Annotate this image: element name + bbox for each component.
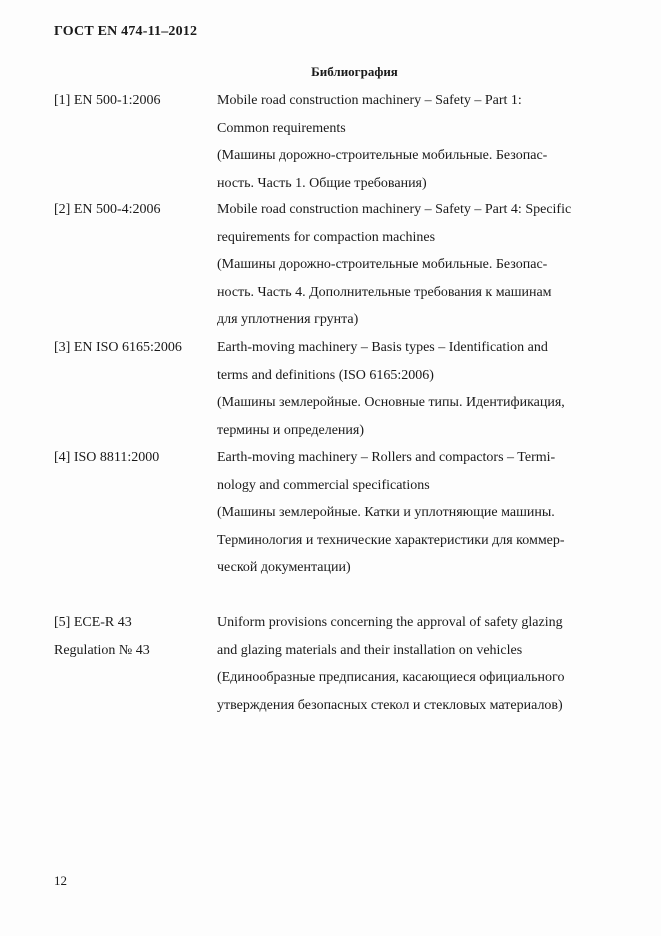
bibliography-text-line: Mobile road construction machinery – Safety – Part 4: Specific — [217, 202, 572, 217]
bibliography-ref: [4] ISO 8811:2000 — [54, 450, 160, 465]
bibliography-ref: [2] EN 500-4:2006 — [54, 202, 161, 217]
document-header: ГОСТ EN 474-11–2012 — [54, 24, 198, 39]
bibliography-text-line: (Машины дорожно-строительные мобильные. Безопас- — [217, 148, 548, 163]
section-title: Библиография — [311, 64, 398, 79]
bibliography-ref: [1] EN 500-1:2006 — [54, 93, 161, 108]
bibliography-text-line: requirements for compaction machines — [217, 229, 436, 245]
bibliography-text-line: ческой документации) — [217, 560, 351, 575]
bibliography-text-line: ность. Часть 4. Дополнительные требования к машинам — [217, 284, 552, 300]
bibliography-text-line: nology and commercial specifications — [217, 477, 430, 493]
bibliography-text-line: (Машины дорожно-строительные мобильные. Безопас- — [217, 257, 548, 272]
bibliography-text-line: (Единообразные предписания, касающиеся официального — [217, 670, 565, 685]
bibliography-text-line: Earth-moving machinery – Basis types – Identification and — [217, 340, 548, 355]
bibliography-text-line: Common requirements — [217, 120, 346, 136]
bibliography-text-line: Earth-moving machinery – Rollers and compactors – Termi- — [217, 450, 556, 465]
bibliography-text-line: Терминология и технические характеристики для коммер- — [217, 532, 565, 548]
bibliography-text-line: Mobile road construction machinery – Safety – Part 1: — [217, 93, 522, 108]
bibliography-ref: [5] ECE-R 43 — [54, 615, 132, 630]
bibliography-text-line: terms and definitions (ISO 6165:2006) — [217, 367, 434, 383]
bibliography-ref: Regulation № 43 — [54, 642, 150, 658]
bibliography-text-line: утверждения безопасных стекол и стекловых материалов) — [217, 697, 563, 713]
bibliography-text-line: (Машины землеройные. Основные типы. Идентификация, — [217, 395, 565, 410]
bibliography-text-line: термины и определения) — [217, 422, 365, 438]
bibliography-text-line: Uniform provisions concerning the approval of safety glazing — [217, 615, 563, 630]
bibliography-text-line: ность. Часть 1. Общие требования) — [217, 175, 427, 191]
bibliography-ref: [3] EN ISO 6165:2006 — [54, 340, 182, 355]
page-number: 12 — [54, 873, 67, 888]
bibliography-text-line: (Машины землеройные. Катки и уплотняющие машины. — [217, 505, 555, 520]
bibliography-text-line: and glazing materials and their installation on vehicles — [217, 642, 523, 658]
bibliography-text-line: для уплотнения грунта) — [217, 312, 359, 327]
